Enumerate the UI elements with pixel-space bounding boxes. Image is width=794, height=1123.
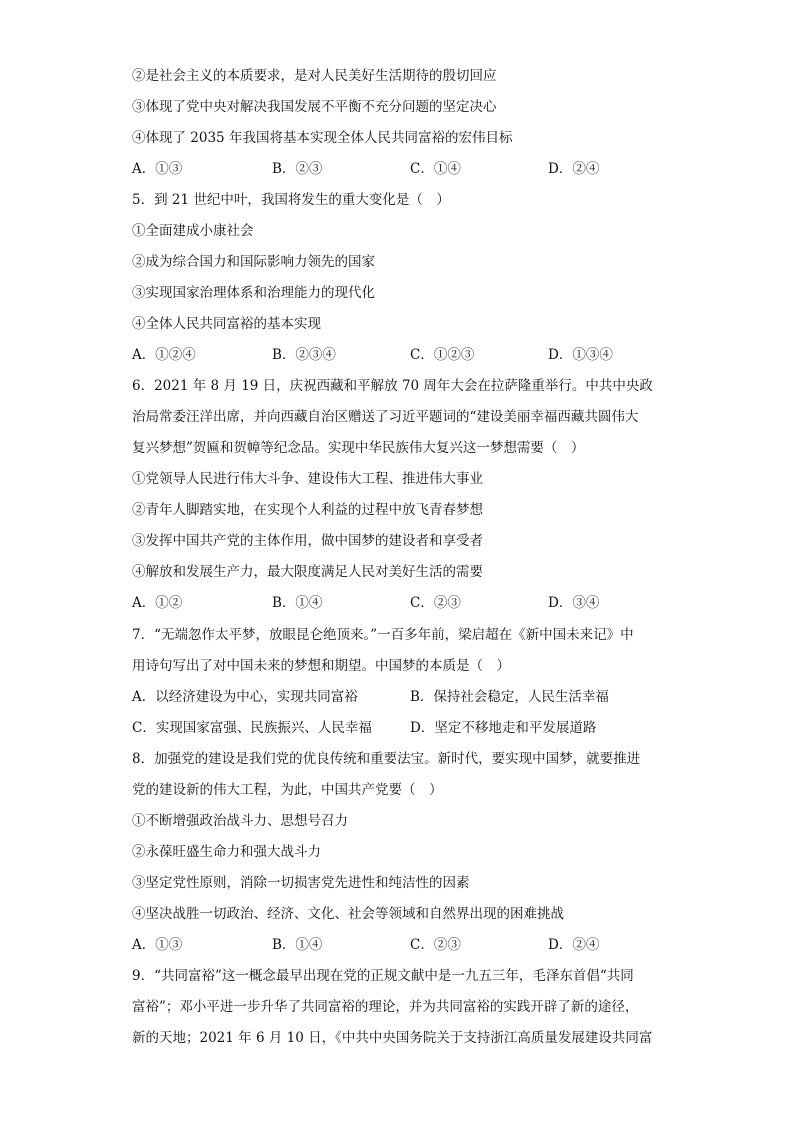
choice-b[interactable]: B．保持社会稳定，人民生活幸福: [410, 689, 609, 705]
answer-choices: [132, 346, 662, 364]
choice-c[interactable]: C．②③: [410, 595, 461, 611]
option-item: ②成为综合国力和国际影响力领先的国家: [132, 254, 375, 270]
answer-choices: [132, 160, 662, 178]
choice-c[interactable]: C．①④: [410, 161, 461, 177]
question-stem: 9．“共同富裕”这一概念最早出现在党的正规文献中是一九五三年，毛泽东首倡“共同: [132, 968, 634, 984]
option-item: ①党领导人民进行伟大斗争、建设伟大工程、推进伟大事业: [132, 471, 483, 487]
answer-choices: [132, 719, 662, 737]
choice-d[interactable]: D．③④: [548, 595, 600, 611]
choice-b[interactable]: B．①④: [272, 937, 323, 953]
option-item: ②青年人脚踏实地，在实现个人利益的过程中放飞青春梦想: [132, 502, 483, 518]
question-stem: 用诗句写出了对中国未来的梦想和期望。中国梦的本质是（ ）: [132, 658, 510, 674]
choice-a[interactable]: A．①③: [132, 937, 183, 953]
question-stem: 新的天地；2021 年 6 月 10 日，《中共中央国务院关于支持浙江高质量发展建设共同富: [132, 1030, 653, 1046]
option-item: ④坚决战胜一切政治、经济、文化、社会等领域和自然界出现的困难挑战: [132, 906, 564, 922]
option-item: ②永葆旺盛生命力和强大战斗力: [132, 844, 321, 860]
choice-b[interactable]: B．②③: [272, 161, 323, 177]
option-item: ④体现了 2035 年我国将基本实现全体人民共同富裕的宏伟目标: [132, 130, 513, 146]
answer-choices: [132, 688, 662, 706]
choice-c[interactable]: C．①②③: [410, 347, 475, 363]
option-item: ②是社会主义的本质要求，是对人民美好生活期待的殷切回应: [132, 68, 497, 84]
option-item: ③体现了党中央对解决我国发展不平衡不充分问题的坚定决心: [132, 99, 497, 115]
choice-a[interactable]: A．①③: [132, 161, 183, 177]
answer-choices: [132, 594, 662, 612]
option-item: ④解放和发展生产力，最大限度满足人民对美好生活的需要: [132, 564, 483, 580]
option-item: ①全面建成小康社会: [132, 223, 254, 239]
choice-a[interactable]: A．①②: [132, 595, 183, 611]
option-item: ①不断增强政治战斗力、思想号召力: [132, 813, 348, 829]
question-stem: 5．到 21 世纪中叶，我国将发生的重大变化是（ ）: [132, 192, 450, 208]
question-stem: 8．加强党的建设是我们党的优良传统和重要法宝。新时代，要实现中国梦，就要推进: [132, 751, 641, 767]
choice-a[interactable]: A．以经济建设为中心，实现共同富裕: [132, 689, 358, 705]
option-item: ③实现国家治理体系和治理能力的现代化: [132, 285, 375, 301]
option-item: ③坚定党性原则，消除一切损害党先进性和纯洁性的因素: [132, 875, 470, 891]
question-stem: 复兴梦想”贺匾和贺幛等纪念品。实现中华民族伟大复兴这一梦想需要（ ）: [132, 440, 585, 456]
choice-b[interactable]: B．②③④: [272, 347, 336, 363]
question-stem: 治局常委汪洋出席，并向西藏自治区赠送了习近平题词的“建设美丽幸福西藏共圆伟大: [132, 409, 639, 425]
option-item: ④全体人民共同富裕的基本实现: [132, 316, 321, 332]
choice-d[interactable]: D．①③④: [548, 347, 613, 363]
question-stem: 6．2021 年 8 月 19 日，庆祝西藏和平解放 70 周年大会在拉萨隆重举行。中共中央政: [132, 378, 653, 394]
choice-b[interactable]: B．①④: [272, 595, 323, 611]
answer-choices: [132, 936, 662, 954]
question-stem: 7．“无端忽作太平梦，放眼昆仑绝顶来。”一百多年前，梁启超在《新中国未来记》中: [132, 627, 634, 643]
option-item: ③发挥中国共产党的主体作用，做中国梦的建设者和享受者: [132, 533, 483, 549]
question-stem: 党的建设新的伟大工程，为此，中国共产党要（ ）: [132, 782, 443, 798]
choice-c[interactable]: C．②③: [410, 937, 461, 953]
choice-d[interactable]: D．②④: [548, 937, 600, 953]
choice-d[interactable]: D．坚定不移地走和平发展道路: [410, 720, 597, 736]
choice-c[interactable]: C．实现国家富强、民族振兴、人民幸福: [132, 720, 372, 736]
choice-a[interactable]: A．①②④: [132, 347, 196, 363]
choice-d[interactable]: D．②④: [548, 161, 600, 177]
question-stem: 富裕”；邓小平进一步升华了共同富裕的理论，并为共同富裕的实践开辟了新的途径，: [132, 999, 639, 1015]
